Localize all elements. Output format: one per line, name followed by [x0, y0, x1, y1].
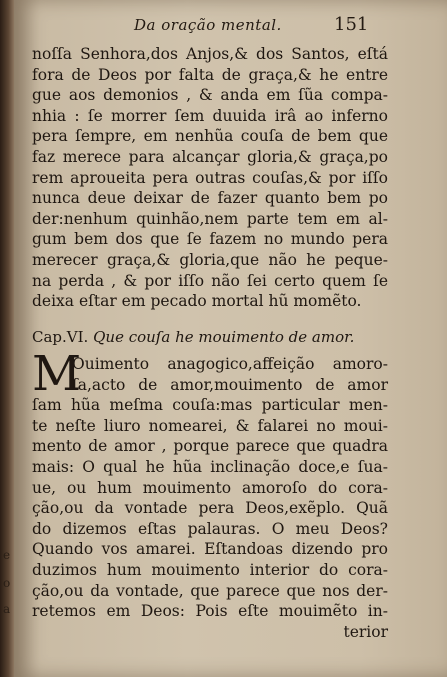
text-line: ção,ou da vontade, que parece que nos der- [32, 581, 388, 600]
margin-letter: a [3, 602, 11, 616]
text-line: duzimos hum mouimento interior do cora- [32, 560, 388, 579]
text-line: do dizemos eſtas palauras. O meu Deos? [32, 519, 388, 538]
book-page [14, 0, 447, 677]
margin-letter: o [3, 576, 11, 590]
text-line: merecer graça,& gloria,que não he peque- [32, 250, 388, 269]
chapter-title: Que couſa he mouimento de amor. [93, 328, 355, 346]
text-line: mento de amor , porque parece que quadra [32, 437, 388, 456]
text-line: mais: O qual he hũa inclinação doce,e ſua- [32, 457, 388, 476]
text-line: Ouimento anagogico,affeição amoro- [72, 355, 388, 373]
text-line: te neſte liuro nomearei, & falarei no moui- [32, 416, 388, 435]
text-line: ſa,acto de amor,mouimento de amor [72, 375, 388, 394]
catchword: terior [343, 622, 388, 641]
text-line: ue, ou hum mouimento amoroſo do cora- [32, 478, 388, 497]
text-line: deixa eſtar em pecado mortal hũ momẽto. [32, 292, 362, 311]
text-line: nhia : ſe morrer ſem duuida irâ ao inferno [32, 106, 388, 125]
page-header [14, 12, 447, 42]
text-line: na perda , & por iſſo não ſei certo quem ſe [32, 271, 388, 290]
chapter-number: Cap.VI. [32, 328, 89, 346]
text-line: ção,ou da vontade pera Deos,exẽplo. Quã [32, 499, 388, 518]
text-line: gum bem dos que ſe fazem no mundo pera [32, 230, 388, 249]
paragraph-continued [32, 44, 388, 312]
paragraph-chapter-body [32, 346, 388, 642]
text-line: rem aproueita pera outras couſas,& por iſſo [32, 168, 388, 187]
margin-letter: e [3, 548, 11, 562]
text-line: faz merece para alcançar gloria,& graça,po [32, 147, 388, 166]
chapter-heading [32, 328, 388, 346]
text-line: noſſa Senhora,dos Anjos,& dos Santos, eſtá [32, 45, 388, 63]
text-line: fora de Deos por falta de graça,& he entre [32, 65, 388, 84]
running-title: Da oração mental. [134, 16, 282, 34]
text-line: ſam hũa meſma couſa:mas particular men- [32, 396, 388, 415]
text-line: Quando vos amarei. Eſtandoas dizendo pro [32, 540, 388, 559]
text-line: der:nenhum quinhão,nem parte tem em al- [32, 209, 388, 228]
text-line: gue aos demonios , & anda em ſũa compa- [32, 86, 388, 105]
page-number: 151 [334, 14, 369, 35]
drop-cap-initial: M [32, 346, 82, 402]
margin-letters [2, 0, 14, 677]
text-line: retemos em Deos: Pois eſte mouimẽto in- [32, 602, 388, 621]
text-line: pera ſempre, em nenhũa couſa de bem que [32, 127, 388, 146]
text-line: nunca deue deixar de fazer quanto bem po [32, 189, 388, 208]
